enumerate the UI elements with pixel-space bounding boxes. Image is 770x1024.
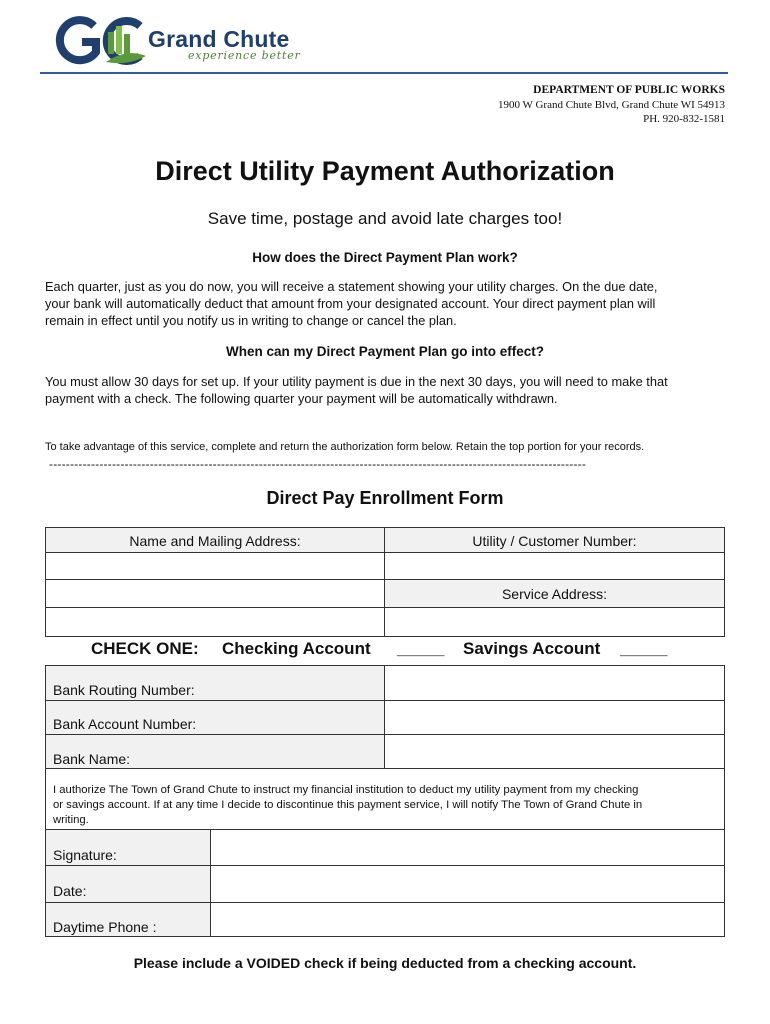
savings-account-label: Savings Account (463, 639, 601, 658)
gc-logo-mark-icon (50, 12, 150, 70)
customer-number-label: Utility / Customer Number: (472, 533, 637, 549)
name-address-header (45, 527, 385, 553)
daytime-phone-field[interactable] (210, 902, 725, 937)
daytime-phone-label: Daytime Phone : (53, 919, 157, 935)
voided-check-note: Please include a VOIDED check if being deducted from a checking account. (133, 955, 637, 971)
paragraph-line: Each quarter, just as you do now, you will receive a statement showing your utility charges. On the due date, (45, 279, 658, 294)
faq-answer-when-effective (45, 373, 735, 407)
check-one-label: CHECK ONE: (91, 639, 199, 658)
account-number-label-cell (45, 700, 385, 735)
service-address-field[interactable] (384, 607, 725, 637)
authorization-line: or savings account. If at any time I decide to discontinue this payment service, I will notify The Town of Grand Chute in (53, 799, 643, 811)
authorization-statement (45, 768, 725, 830)
date-label: Date: (53, 883, 87, 899)
faq-question-how-it-works: How does the Direct Payment Plan work? (252, 250, 518, 265)
signature-label-cell (45, 829, 211, 866)
instructions: To take advantage of this service, complete and return the authorization form below. Retain the top portion for your records. (45, 441, 645, 453)
customer-number-header (384, 527, 725, 553)
paragraph-line: You must allow 30 days for set up. If your utility payment is due in the next 30 days, you will need to make that (45, 374, 668, 389)
cut-line: -------------------------------------------------------------------------------------------------------------------------------- (49, 457, 587, 471)
paragraph-line: remain in effect until you notify us in writing to change or cancel the plan. (45, 313, 457, 328)
service-address-label: Service Address: (501, 586, 608, 602)
paragraph-line: payment with a check. The following quarter your payment will be automatically withdrawn. (45, 391, 558, 406)
customer-number-field[interactable] (384, 552, 725, 580)
bank-name-label-cell (45, 734, 385, 769)
signature-label: Signature: (53, 847, 117, 863)
faq-question-when-effective: When can my Direct Payment Plan go into effect? (225, 344, 545, 359)
page-subtitle: Save time, postage and avoid late charges too! (207, 209, 563, 228)
date-label-cell (45, 865, 211, 903)
department-address: 1900 W Grand Chute Blvd, Grand Chute WI 54913 (497, 99, 725, 111)
service-address-header (384, 579, 725, 608)
routing-number-label-cell (45, 665, 385, 701)
department-name: DEPARTMENT OF PUBLIC WORKS (533, 84, 725, 96)
name-address-field-3[interactable] (45, 607, 385, 637)
bank-name-field[interactable] (384, 734, 725, 769)
department-phone: PH. 920-832-1581 (643, 113, 725, 125)
phone-label-cell (45, 902, 211, 937)
name-address-label: Name and Mailing Address: (129, 533, 301, 549)
account-number-field[interactable] (384, 700, 725, 735)
name-address-field-2[interactable] (45, 579, 385, 608)
routing-number-label: Bank Routing Number: (53, 682, 195, 698)
savings-account-blank[interactable]: _____ (620, 639, 668, 658)
name-address-field-1[interactable] (45, 552, 385, 580)
checking-account-blank[interactable]: _____ (397, 639, 445, 658)
paragraph-line: your bank will automatically deduct that amount from your designated account. Your direct payment plan will (45, 296, 656, 311)
bank-name-label: Bank Name: (53, 751, 131, 767)
date-field[interactable] (210, 865, 725, 903)
account-number-label: Bank Account Number: (53, 716, 197, 732)
checking-account-label: Checking Account (222, 639, 371, 658)
signature-field[interactable] (210, 829, 725, 866)
check-one-row (0, 637, 770, 661)
authorization-line: I authorize The Town of Grand Chute to instruct my financial institution to deduct my utility payment from my checking (53, 784, 639, 796)
form-title: Direct Pay Enrollment Form (266, 488, 504, 508)
logo-tagline: experience better (188, 49, 301, 62)
header-divider (40, 72, 728, 74)
authorization-line: writing. (53, 814, 89, 826)
faq-answer-how-it-works (45, 278, 735, 329)
logo-name: Grand Chute (148, 26, 290, 52)
routing-number-field[interactable] (384, 665, 725, 701)
page-title: Direct Utility Payment Authorization (155, 156, 615, 186)
